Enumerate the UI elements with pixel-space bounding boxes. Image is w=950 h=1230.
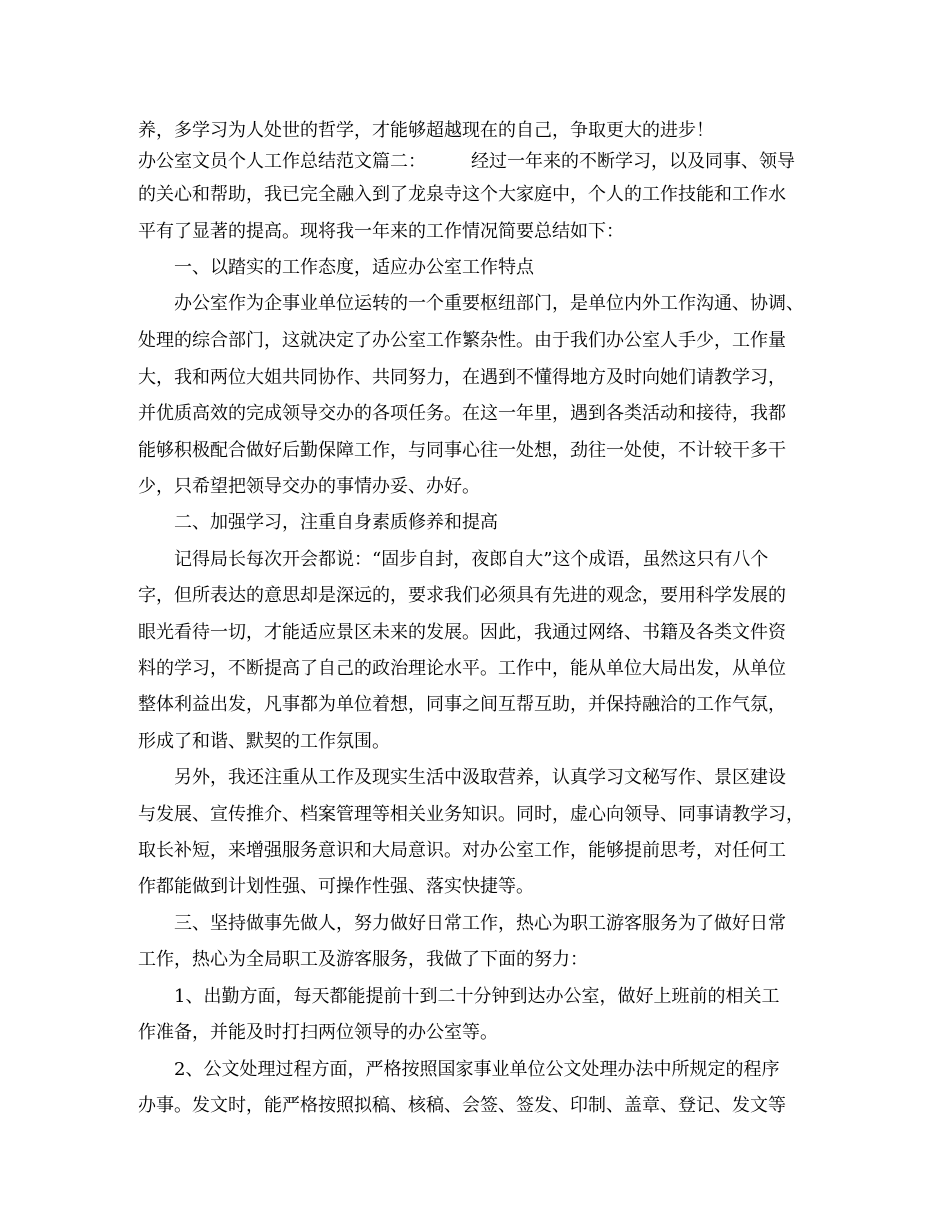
section-heading: 三、坚持做事先做人，努力做好日常工作，热心为职工游客服务为了做好日常 bbox=[138, 913, 786, 934]
text-line: 办公室作为企事业单位运转的一个重要枢纽部门，是单位内外工作沟通、协调、 bbox=[138, 293, 804, 314]
text-line: 1、出勤方面，每天都能提前十到二十分钟到达办公室，做好上班前的相关工 bbox=[138, 986, 780, 1007]
text-line: 作都能做到计划性强、可操作性强、落实快捷等。 bbox=[138, 876, 534, 897]
text-line: 能够积极配合做好后勤保障工作，与同事心往一处想，劲往一处使，不计较干多干 bbox=[138, 440, 786, 461]
text-line: 办事。发文时，能严格按照拟稿、核稿、会签、签发、印制、盖章、登记、发文等 bbox=[138, 1095, 786, 1116]
text-line: 作准备，并能及时打扫两位领导的办公室等。 bbox=[138, 1022, 498, 1043]
section-heading: 二、加强学习，注重自身素质修养和提高 bbox=[138, 512, 498, 533]
section-heading: 一、以踏实的工作态度，适应办公室工作特点 bbox=[138, 257, 534, 278]
text-line: 的关心和帮助，我已完全融入到了龙泉寺这个大家庭中，个人的工作技能和工作水 bbox=[138, 184, 786, 205]
text-line: 眼光看待一切，才能适应景区未来的发展。因此，我通过网络、书籍及各类文件资 bbox=[138, 622, 786, 643]
text-line: 与发展、宣传推介、档案管理等相关业务知识。同时，虚心向领导、同事请教学习， bbox=[138, 804, 804, 825]
text-line: 处理的综合部门，这就决定了办公室工作繁杂性。由于我们办公室人手少，工作量 bbox=[138, 330, 786, 351]
text-line: 办公室文员个人工作总结范文篇二： 经过一年来的不断学习，以及同事、领导 bbox=[138, 151, 795, 172]
text-line: 平有了显著的提高。现将我一年来的工作情况简要总结如下： bbox=[138, 221, 624, 242]
text-line: 取长补短，来增强服务意识和大局意识。对办公室工作，能够提前思考，对任何工 bbox=[138, 840, 786, 861]
text-line: 料的学习，不断提高了自己的政治理论水平。工作中，能从单位大局出发，从单位 bbox=[138, 658, 786, 679]
text-line: 整体利益出发，凡事都为单位着想，同事之间互帮互助，并保持融洽的工作气氛， bbox=[138, 694, 786, 715]
text-line: 记得局长每次开会都说：“固步自封，夜郎自大”这个成语，虽然这只有八个 bbox=[138, 549, 769, 570]
text-line: 另外，我还注重从工作及现实生活中汲取营养，认真学习文秘写作、景区建设 bbox=[138, 767, 786, 788]
text-line: 大，我和两位大姐共同协作、共同努力，在遇到不懂得地方及时向她们请教学习， bbox=[138, 367, 786, 388]
text-line: 字，但所表达的意思却是深远的，要求我们必须具有先进的观念，要用科学发展的 bbox=[138, 585, 786, 606]
text-line: 少，只希望把领导交办的事情办妥、办好。 bbox=[138, 476, 480, 497]
text-line: 形成了和谐、默契的工作氛围。 bbox=[138, 731, 390, 752]
text-line: 养，多学习为人处世的哲学，才能够超越现在的自己，争取更大的进步！ bbox=[138, 120, 714, 141]
text-line: 工作，热心为全局职工及游客服务，我做了下面的努力： bbox=[138, 949, 588, 970]
text-line: 2、公文处理过程方面，严格按照国家事业单位公文处理办法中所规定的程序 bbox=[138, 1059, 780, 1080]
text-line: 并优质高效的完成领导交办的各项任务。在这一年里，遇到各类活动和接待，我都 bbox=[138, 403, 786, 424]
